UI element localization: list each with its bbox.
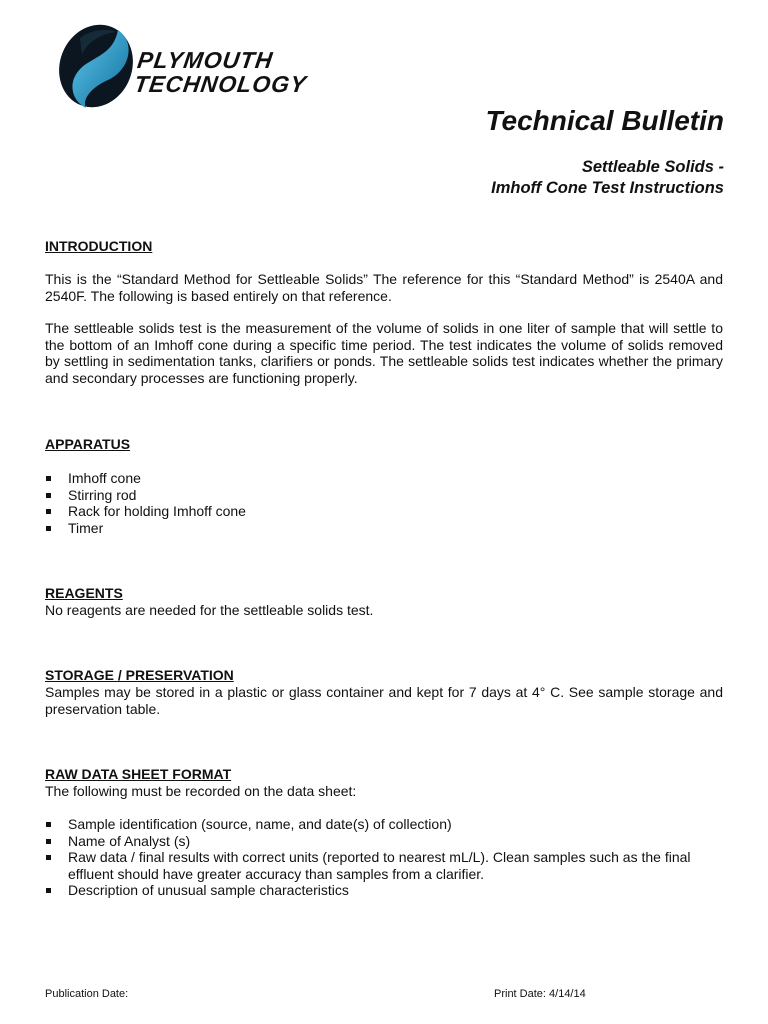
introduction-heading: INTRODUCTION bbox=[45, 238, 153, 254]
raw-data-heading: RAW DATA SHEET FORMAT bbox=[45, 766, 232, 782]
logo-line-1: PLYMOUTH bbox=[135, 47, 275, 73]
subtitle-line-1: Settleable Solids - bbox=[581, 158, 724, 176]
list-item: Timer bbox=[45, 520, 723, 537]
raw-data-list bbox=[45, 816, 723, 899]
list-item: Imhoff cone bbox=[45, 470, 723, 487]
list-item: Description of unusual sample characteristics bbox=[45, 882, 723, 899]
raw-data-intro: The following must be recorded on the data sheet: bbox=[45, 783, 357, 799]
introduction-paragraph-1: This is the “Standard Method for Settleable Solids” The reference for this “Standard Method” is 2540A and 2540F. The following is based entirely on that reference. bbox=[45, 271, 723, 304]
document-title: Technical Bulletin bbox=[485, 105, 724, 136]
list-item: Rack for holding Imhoff cone bbox=[45, 503, 723, 520]
list-item: Stirring rod bbox=[45, 487, 723, 504]
list-item: Name of Analyst (s) bbox=[45, 833, 723, 850]
reagents-text: No reagents are needed for the settleable solids test. bbox=[45, 602, 374, 618]
apparatus-list bbox=[45, 470, 723, 536]
list-item: Raw data / final results with correct units (reported to nearest mL/L). Clean samples such as the final effluent should have greater accuracy than samples from a clarifier. bbox=[45, 849, 723, 882]
apparatus-heading: APPARATUS bbox=[45, 436, 131, 452]
logo-wordmark bbox=[133, 48, 312, 96]
plymouth-technology-logo bbox=[56, 20, 376, 112]
publication-date: Publication Date: bbox=[45, 988, 129, 1000]
subtitle-line-2: Imhoff Cone Test Instructions bbox=[491, 179, 724, 197]
introduction-paragraph-2: The settleable solids test is the measurement of the volume of solids in one liter of sample that will settle to the bottom of an Imhoff cone during a specific time period. The test indicates the volume of solids removed by settling in sedimentation tanks, clarifiers or ponds. The settleable solids test indicates whether the primary and secondary processes are functioning properly. bbox=[45, 320, 723, 386]
list-item: Sample identification (source, name, and date(s) of collection) bbox=[45, 816, 723, 833]
logo-swirl-icon bbox=[56, 20, 140, 112]
document-subtitle bbox=[491, 157, 724, 199]
storage-text: Samples may be stored in a plastic or glass container and kept for 7 days at 4° C. See sample storage and preservation table. bbox=[45, 684, 723, 717]
storage-heading: STORAGE / PRESERVATION bbox=[45, 667, 234, 683]
logo-line-2: TECHNOLOGY bbox=[132, 71, 309, 97]
reagents-heading: REAGENTS bbox=[45, 585, 123, 601]
print-date: Print Date: 4/14/14 bbox=[494, 988, 586, 1000]
